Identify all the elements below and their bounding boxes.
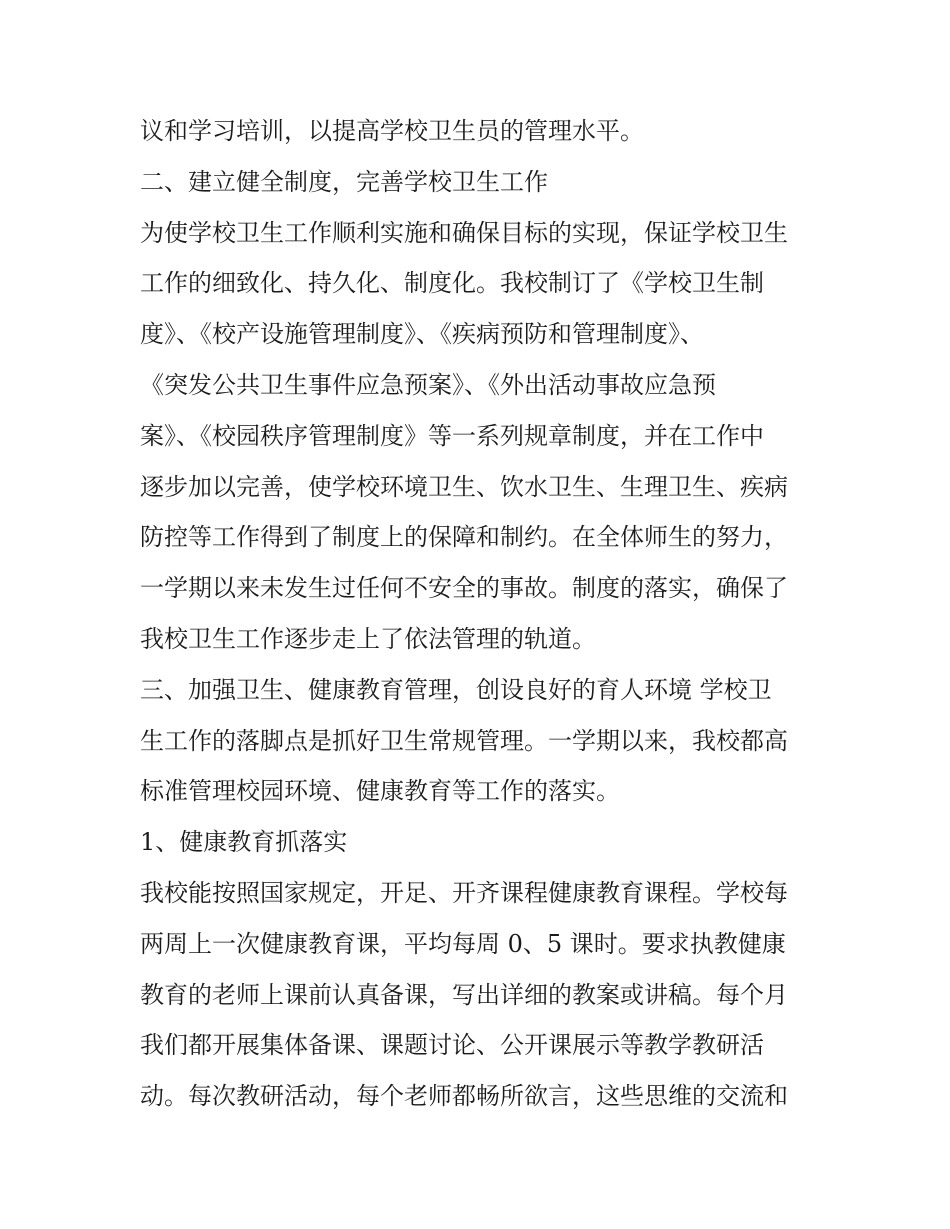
text-line-14: 标准管理校园环境、健康教育等工作的落实。 — [140, 777, 620, 806]
text-line-1: 议和学习培训，以提高学校卫生员的管理水平。 — [140, 117, 644, 145]
text-line-17: 两周上一次健康教育课，平均每周 0、5 课时。要求执教健康 — [140, 929, 786, 958]
text-line-11: 我校卫生工作逐步走上了依法管理的轨道。 — [140, 624, 596, 653]
text-line-6: 《突发公共卫生事件应急预案》、《外出活动事故应急预 — [140, 370, 716, 399]
text-line-7: 案》、《校园秩序管理制度》等一系列规章制度，并在工作中 — [140, 421, 764, 450]
text-line-16: 我校能按照国家规定，开足、开齐课程健康教育课程。学校每 — [140, 878, 788, 907]
text-line-18: 教育的老师上课前认真备课，写出详细的教案或讲稿。每个月 — [140, 980, 788, 1009]
text-line-10: 一学期以来未发生过任何不安全的事故。制度的落实，确保了 — [140, 574, 788, 603]
document-body — [140, 106, 820, 1122]
text-line-4: 工作的细致化、持久化、制度化。我校制订了《学校卫生制 — [140, 269, 764, 298]
section-heading-3: 三、加强卫生、健康教育管理，创设良好的育人环境 学校卫 — [140, 675, 772, 704]
text-line-8: 逐步加以完善，使学校环境卫生、饮水卫生、生理卫生、疾病 — [140, 472, 788, 501]
text-line-9: 防控等工作得到了制度上的保障和制约。在全体师生的努力， — [140, 523, 788, 552]
section-heading-2: 二、建立健全制度，完善学校卫生工作 — [140, 167, 548, 196]
text-line-13: 生工作的落脚点是抓好卫生常规管理。一学期以来，我校都高 — [140, 726, 788, 755]
text-line-3: 为使学校卫生工作顺利实施和确保目标的实现，保证学校卫生 — [140, 218, 788, 247]
text-line-5: 度》、《校产设施管理制度》、《疾病预防和管理制度》、 — [140, 320, 704, 349]
text-line-19: 我们都开展集体备课、课题讨论、公开课展示等教学教研活 — [140, 1031, 764, 1060]
text-line-20: 动。每次教研活动，每个老师都畅所欲言，这些思维的交流和 — [140, 1082, 788, 1111]
subsection-heading-1: 1、健康教育抓落实 — [140, 828, 348, 857]
